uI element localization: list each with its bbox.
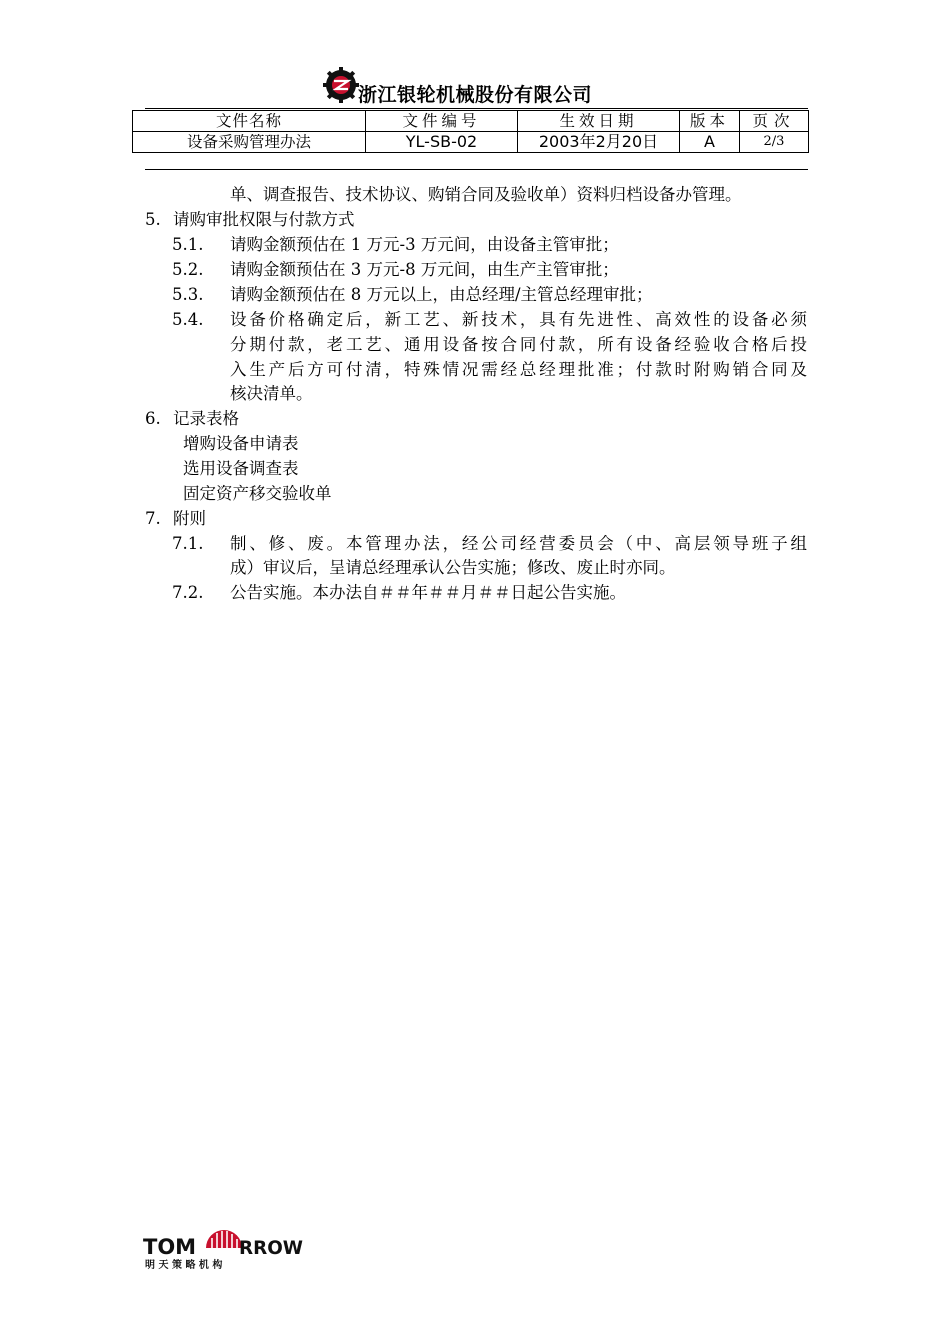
section-7-number: 7. bbox=[145, 509, 161, 528]
item-5-2-number: 5.2. bbox=[172, 260, 204, 279]
header-doc-number: 文件编号 bbox=[366, 111, 518, 132]
page-header bbox=[0, 66, 950, 106]
header-rule bbox=[145, 108, 808, 109]
footer-brand-logo bbox=[143, 1212, 305, 1272]
section-6-title: 记录表格 bbox=[173, 409, 239, 428]
header-version: 版本 bbox=[680, 111, 740, 132]
item-5-2-text: 请购金额预估在 3 万元-8 万元间，由生产主管审批； bbox=[230, 260, 619, 279]
header-effective-date: 生效日期 bbox=[518, 111, 680, 132]
continued-line: 单、调查报告、技术协议、购销合同及验收单）资料归档设备办管理。 bbox=[230, 185, 742, 204]
header-page: 页次 bbox=[740, 111, 809, 132]
section-5-title: 请购审批权限与付款方式 bbox=[173, 210, 355, 229]
tomorrow-logo-icon bbox=[143, 1212, 305, 1272]
doc-name-value: 设备采购管理办法 bbox=[133, 132, 366, 153]
company-name: 浙江银轮机械股份有限公司 bbox=[358, 84, 593, 106]
version-value: A bbox=[680, 132, 740, 153]
item-5-1-number: 5.1. bbox=[172, 235, 204, 254]
table-value-row bbox=[133, 132, 809, 153]
form-item-2: 选用设备调查表 bbox=[183, 459, 299, 478]
header-doc-name: 文件名称 bbox=[133, 111, 366, 132]
page-value: 2/3 bbox=[740, 132, 809, 153]
effective-date-value: 2003年2月20日 bbox=[518, 132, 680, 153]
item-7-1-number: 7.1. bbox=[172, 534, 204, 553]
item-7-1-line-2: 成）审议后，呈请总经理承认公告实施；修改、废止时亦同。 bbox=[230, 558, 676, 577]
item-5-3-text: 请购金额预估在 8 万元以上，由总经理/主管总经理审批； bbox=[230, 285, 653, 304]
table-bottom-rule bbox=[145, 169, 808, 170]
document-info-table bbox=[132, 110, 809, 153]
section-5-number: 5. bbox=[145, 210, 161, 229]
item-5-4-line-2: 分期付款，老工艺、通用设备按合同付款，所有设备经验收合格后投 bbox=[230, 335, 807, 354]
item-5-4-number: 5.4. bbox=[172, 310, 204, 329]
item-5-4-line-4: 核决清单。 bbox=[230, 384, 313, 403]
item-5-4-line-1: 设备价格确定后，新工艺、新技术，具有先进性、高效性的设备必须 bbox=[230, 310, 807, 329]
item-5-3-number: 5.3. bbox=[172, 285, 204, 304]
item-7-2-text: 公告实施。本办法自＃＃年＃＃月＃＃日起公告实施。 bbox=[230, 583, 626, 602]
brand-tagline: 明 天 策 略 机 构 bbox=[145, 1260, 223, 1271]
doc-number-value: YL-SB-02 bbox=[366, 132, 518, 153]
section-7-title: 附则 bbox=[173, 509, 206, 528]
item-5-4-line-3: 入生产后方可付清，特殊情况需经总经理批准；付款时附购销合同及 bbox=[230, 360, 807, 379]
company-gear-logo-icon bbox=[322, 66, 360, 104]
item-7-2-number: 7.2. bbox=[172, 583, 204, 602]
brand-right-text: RROW bbox=[239, 1237, 304, 1259]
form-item-1: 增购设备申请表 bbox=[183, 434, 299, 453]
form-item-3: 固定资产移交验收单 bbox=[183, 484, 332, 503]
section-6-number: 6. bbox=[145, 409, 161, 428]
item-7-1-line-1: 制、修、废。本管理办法，经公司经营委员会（中、高层领导班子组 bbox=[230, 534, 807, 553]
brand-left-text: TOM bbox=[143, 1235, 197, 1259]
table-header-row bbox=[133, 111, 809, 132]
item-5-1-text: 请购金额预估在 1 万元-3 万元间，由设备主管审批； bbox=[230, 235, 619, 254]
